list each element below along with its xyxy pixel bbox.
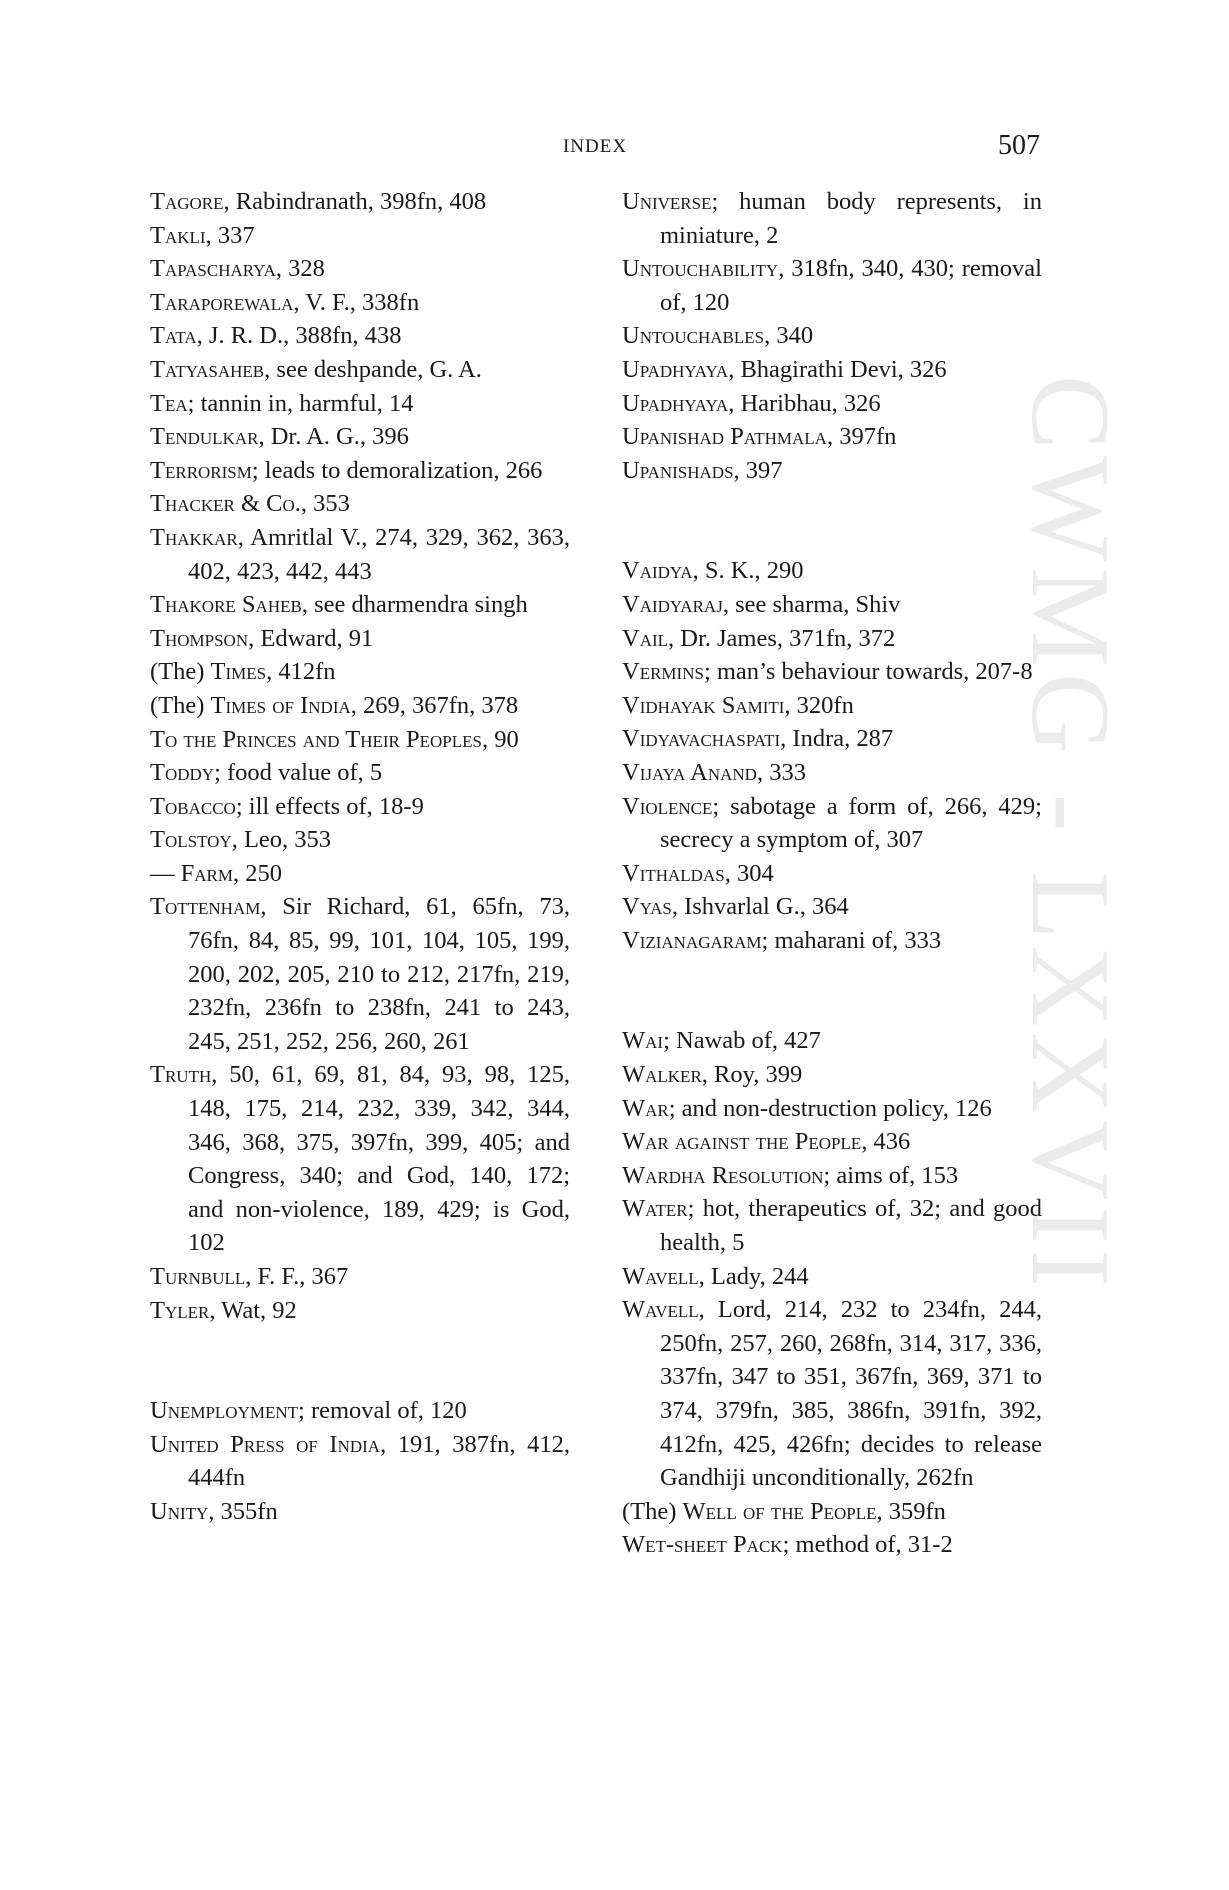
headword: Wavell: [622, 1296, 699, 1324]
index-entry: Truth, 50, 61, 69, 81, 84, 93, 98, 125, 148, 175, 214, 232, 339, 342, 344, 346, 368, 375, 397fn, 399, 405; and Congress, 340; and God, 140, 172; and non-violence, 189, 429; is God, 102: [150, 1061, 570, 1257]
headword: Thompson: [150, 624, 249, 652]
index-entry: Tagore, Rabindranath, 398fn, 408: [150, 188, 487, 215]
headword: Turnbull: [150, 1263, 246, 1290]
index-entry: Unemployment; removal of, 120: [150, 1397, 467, 1425]
headword: Vaidya: [622, 557, 693, 585]
headword: Vail: [622, 624, 669, 652]
index-column-left: [150, 185, 570, 1529]
index-entry: Vermins; man’s behaviour towards, 207-8: [622, 658, 1033, 686]
headword: Universe: [622, 188, 712, 215]
index-entry: — Farm, 250: [150, 859, 282, 887]
headword: Vermins: [622, 658, 704, 686]
index-entry: United Press of India, 191, 387fn, 412, 444fn: [150, 1430, 570, 1492]
section-gap: [150, 1327, 570, 1394]
headword: Toddy: [150, 759, 215, 787]
headword: Vyas: [622, 893, 672, 921]
headword: Times of India: [210, 691, 351, 719]
headword: Vijaya Anand: [622, 758, 757, 786]
index-entry: Turnbull, F. F., 367: [150, 1263, 349, 1290]
headword: War: [622, 1094, 669, 1122]
index-entry: Upadhyaya, Bhagirathi Devi, 326: [622, 355, 947, 383]
section-gap: [622, 487, 1042, 554]
headword: Taraporewala: [150, 288, 294, 316]
headword: Well of the People: [682, 1497, 877, 1525]
headword: Unemployment: [150, 1397, 299, 1425]
index-entry: Vaidya, S. K., 290: [622, 557, 804, 585]
index-entry: War against the People, 436: [622, 1128, 911, 1156]
headword: Violence: [622, 792, 713, 820]
index-entry: Tatyasaheb, see deshpande, G. A.: [150, 355, 482, 383]
index-entry: (The) Times of India, 269, 367fn, 378: [150, 691, 519, 719]
headword: Thacker & Co.: [150, 490, 301, 518]
headword: To the Princes and Their Peoples: [150, 725, 482, 753]
headword: Wavell: [622, 1262, 699, 1290]
index-entry: Taraporewala, V. F., 338fn: [150, 288, 420, 316]
headword: Upanishads: [622, 456, 734, 484]
headword: Tolstoy: [150, 826, 232, 854]
index-entry: Tea; tannin in, harmful, 14: [150, 389, 414, 417]
watermark: CWMG - LXXVII: [1008, 375, 1132, 1293]
index-entry: Tendulkar, Dr. A. G., 396: [150, 423, 409, 451]
index-entry: War; and non-destruction policy, 126: [622, 1094, 992, 1122]
section-gap: [622, 957, 1042, 1024]
index-entry: Universe; human body represents, in miniature, 2: [622, 188, 1042, 249]
index-entry: Wet-sheet Pack; method of, 31-2: [622, 1531, 953, 1559]
headword: Unity: [150, 1497, 209, 1525]
index-entry: Vizianagaram; maharani of, 333: [622, 926, 942, 954]
headword: Untouchables: [622, 322, 765, 350]
headword: Upadhyaya: [622, 355, 729, 383]
headword: Wardha Resolution: [622, 1161, 824, 1189]
index-entry: (The) Well of the People, 359fn: [622, 1497, 946, 1525]
headword: Walker: [622, 1061, 702, 1089]
headword: Vidhayak Samiti: [622, 691, 785, 719]
index-entry: Vidyavachaspati, Indra, 287: [622, 725, 894, 753]
headword: Vizianagaram: [622, 926, 762, 954]
index-entry: Water; hot, therapeutics of, 32; and good health, 5: [622, 1195, 1042, 1257]
headword: Tagore: [150, 188, 224, 215]
index-entry: Toddy; food value of, 5: [150, 759, 383, 787]
index-entry: To the Princes and Their Peoples, 90: [150, 725, 519, 753]
headword: Takli: [150, 221, 206, 249]
index-entry: Wavell, Lord, 214, 232 to 234fn, 244, 250fn, 257, 260, 268fn, 314, 317, 336, 337fn, 347 to 351, 367fn, 369, 371 to 374, 379fn, 385, 386fn, 391fn, 392, 412fn, 425, 426fn; decides to release Gandhiji unconditionally, 262fn: [622, 1296, 1042, 1492]
headword: Tendulkar: [150, 423, 259, 451]
page-header: [150, 130, 1040, 170]
headword: — Farm: [150, 859, 233, 887]
headword: Tea: [150, 389, 188, 417]
index-entry: Vyas, Ishvarlal G., 364: [622, 893, 849, 921]
index-entry: (The) Times, 412fn: [150, 658, 336, 686]
headword: Untouchability: [622, 255, 779, 283]
headword: Vithaldas: [622, 859, 725, 887]
headword: Thakkar: [150, 523, 238, 551]
headword: Tobacco: [150, 792, 236, 820]
headword: Thakore Saheb: [150, 591, 302, 619]
headword: Wet-sheet Pack: [622, 1531, 783, 1559]
index-entry: Terrorism; leads to demoralization, 266: [150, 456, 543, 484]
index-entry: Vijaya Anand, 333: [622, 758, 806, 786]
index-entry: Untouchables, 340: [622, 322, 814, 350]
index-entry: Thacker & Co., 353: [150, 490, 350, 518]
headword: United Press of India: [150, 1430, 381, 1458]
headword: Tapascharya: [150, 255, 276, 283]
index-entry: Vaidyaraj, see sharma, Shiv: [622, 590, 901, 618]
index-entry: Upadhyaya, Haribhau, 326: [622, 389, 881, 417]
index-entry: Tottenham, Sir Richard, 61, 65fn, 73, 76fn, 84, 85, 99, 101, 104, 105, 199, 200, 202, 205, 210 to 212, 217fn, 219, 232fn, 236fn to 238fn, 241 to 243, 245, 251, 252, 256, 260, 261: [150, 893, 570, 1055]
headword: Upanishad Pathmala: [622, 423, 827, 451]
headword: Truth: [150, 1061, 212, 1089]
index-entry: Upanishad Pathmala, 397fn: [622, 423, 897, 451]
index-entry: Unity, 355fn: [150, 1497, 278, 1525]
headword: Tyler: [150, 1296, 210, 1324]
headword: Water: [622, 1195, 688, 1223]
index-entry: Wavell, Lady, 244: [622, 1262, 809, 1290]
index-entry: Thakore Saheb, see dharmendra singh: [150, 591, 528, 619]
index-entry: Vidhayak Samiti, 320fn: [622, 691, 854, 719]
index-entry: Tyler, Wat, 92: [150, 1296, 297, 1324]
headword: Vaidyaraj: [622, 590, 723, 618]
running-head: INDEX: [562, 136, 628, 157]
index-entry: Takli, 337: [150, 221, 255, 249]
index-entry: Thompson, Edward, 91: [150, 624, 374, 652]
index-entry: Upanishads, 397: [622, 456, 783, 484]
index-entry: Tobacco; ill effects of, 18-9: [150, 792, 424, 820]
headword: Tata: [150, 322, 197, 350]
index-entry: Walker, Roy, 399: [622, 1061, 803, 1089]
index-entry: Violence; sabotage a form of, 266, 429; secrecy a symptom of, 307: [622, 792, 1042, 854]
index-entry: Untouchability, 318fn, 340, 430; removal of, 120: [622, 255, 1042, 316]
index-entry: Tolstoy, Leo, 353: [150, 826, 332, 854]
headword: Tottenham: [150, 893, 261, 921]
headword: Upadhyaya: [622, 389, 729, 417]
headword: Times: [210, 658, 267, 686]
headword: War against the People: [622, 1128, 862, 1156]
headword: Vidyavachaspati: [622, 725, 781, 753]
index-entry: Tata, J. R. D., 388fn, 438: [150, 322, 402, 350]
index-entry: Vail, Dr. James, 371fn, 372: [622, 624, 896, 652]
page-number: 507: [998, 130, 1040, 161]
headword: Tatyasaheb: [150, 355, 265, 383]
index-entry: Wardha Resolution; aims of, 153: [622, 1161, 959, 1189]
index-entry: Vithaldas, 304: [622, 859, 774, 887]
index-column-right: [622, 185, 1042, 1562]
index-entry: Tapascharya, 328: [150, 255, 325, 283]
headword: Terrorism: [150, 456, 252, 484]
headword: Wai: [622, 1027, 664, 1055]
index-entry: Thakkar, Amritlal V., 274, 329, 362, 363, 402, 423, 442, 443: [150, 523, 570, 585]
index-entry: Wai; Nawab of, 427: [622, 1027, 821, 1055]
